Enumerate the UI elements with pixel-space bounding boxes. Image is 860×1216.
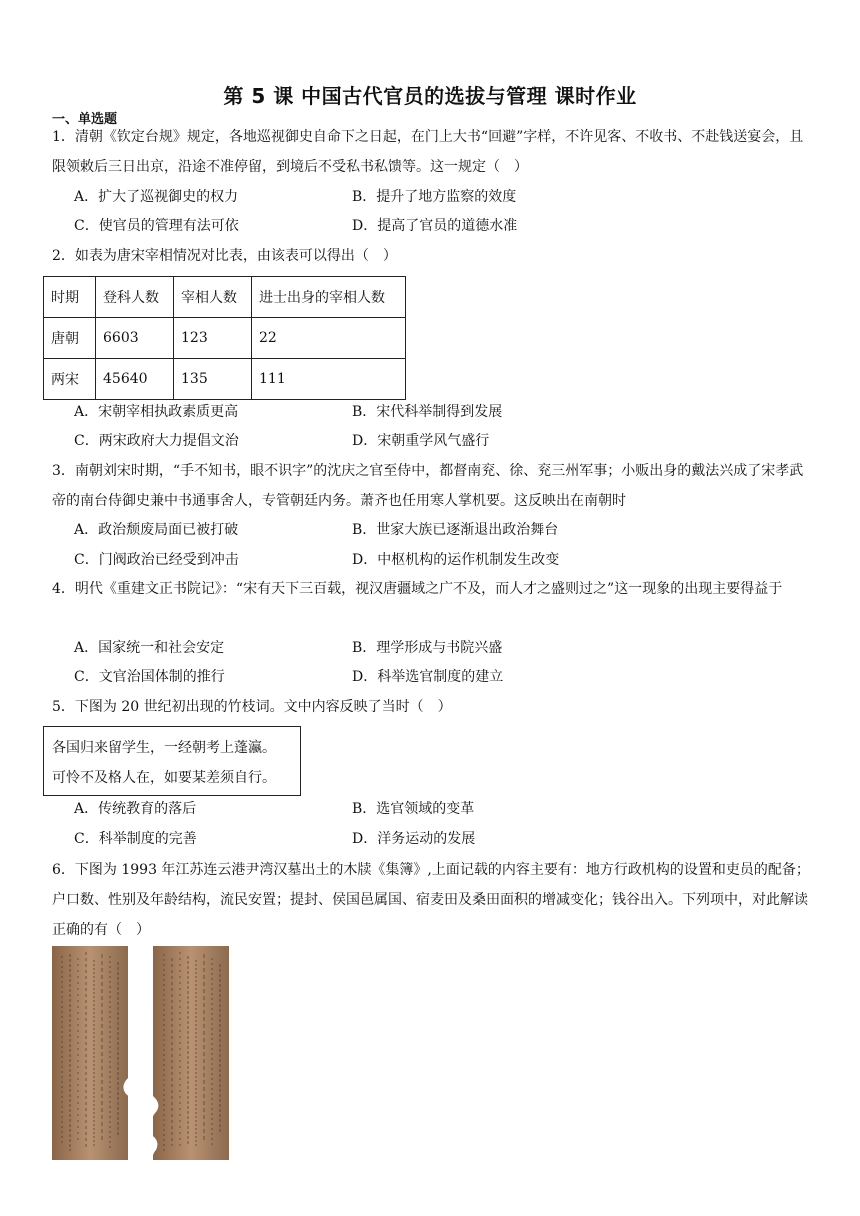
question-1-option-b[interactable]: B．提升了地方监察的效度 (352, 189, 517, 205)
table-cell: 22 (252, 318, 406, 359)
table-cell: 唐朝 (44, 318, 96, 359)
question-2-option-a[interactable]: A．宋朝宰相执政素质更高 (74, 404, 239, 420)
table-header-cell: 进士出身的宰相人数 (252, 277, 406, 318)
question-3-option-d[interactable]: D．中枢机构的运作机制发生改变 (352, 552, 560, 568)
question-5-stem: 5．下图为 20 世纪初出现的竹枝词。文中内容反映了当时（ ） (52, 699, 452, 715)
question-3-option-b[interactable]: B．世家大族已逐渐退出政治舞台 (352, 522, 559, 538)
table-header-cell: 时期 (44, 277, 96, 318)
question-4-option-b[interactable]: B．理学形成与书院兴盛 (352, 640, 503, 656)
question-4-option-a[interactable]: A．国家统一和社会安定 (74, 640, 225, 656)
question-4-option-c[interactable]: C．文官治国体制的推行 (74, 669, 225, 685)
question-2-option-d[interactable]: D．宋朝重学风气盛行 (352, 433, 490, 449)
question-1-option-d[interactable]: D．提高了官员的道德水准 (352, 218, 518, 234)
poem-box (43, 726, 301, 796)
table-header-cell: 登科人数 (96, 277, 174, 318)
page-title: 第 5 课 中国古代官员的选拔与管理 课时作业 (223, 84, 637, 108)
poem-line: 各国归来留学生，一经朝考上蓬瀛。 (52, 740, 276, 756)
question-4-stem: 4．明代《重建文正书院记》：“宋有天下三百载，视汉唐疆域之广不及，而人才之盛则过之”这一现象的出现主要得益于 (52, 581, 783, 597)
table-header-cell: 宰相人数 (174, 277, 252, 318)
table-row (44, 359, 406, 400)
question-2-option-b[interactable]: B．宋代科举制得到发展 (352, 404, 503, 420)
table-cell: 123 (174, 318, 252, 359)
question-4-option-d[interactable]: D．科举选官制度的建立 (352, 669, 504, 685)
question-3-stem: 3．南朝刘宋时期，“手不知书，眼不识字”的沈庆之官至侍中，都督南兖、徐、兖三州军事；小贩出身的戴法兴成了宋孝武帝的南台侍御史兼中书通事舍人，专管朝廷内务。萧齐也任用寒人掌机要。这反映出在南朝时 (52, 463, 804, 509)
table-header-row (44, 277, 406, 318)
wooden-slips-image (52, 946, 232, 1160)
poem-line: 可怜不及格人在，如要某差须自行。 (52, 770, 276, 786)
question-5-option-c[interactable]: C．科举制度的完善 (74, 831, 197, 847)
table-row (44, 318, 406, 359)
table-cell: 135 (174, 359, 252, 400)
question-1-stem: 1．清朝《钦定台规》规定，各地巡视御史自命下之日起，在门上大书“回避”字样，不许见客、不收书、不赴钱送宴会，且限领敕后三日出京，沿途不准停留，到境后不受私书私馈等。这一规定（ ） (52, 129, 804, 175)
question-1-option-a[interactable]: A．扩大了巡视御史的权力 (74, 189, 239, 205)
table-cell: 111 (252, 359, 406, 400)
question-1-option-c[interactable]: C．使官员的管理有法可依 (74, 218, 239, 234)
table-cell: 两宋 (44, 359, 96, 400)
table-cell: 6603 (96, 318, 174, 359)
question-5-option-b[interactable]: B．选官领域的变革 (352, 801, 475, 817)
question-6-stem: 6．下图为 1993 年江苏连云港尹湾汉墓出土的木牍《集簿》,上面记载的内容主要有：地方行政机构的设置和吏员的配备；户口数、性别及年龄结构，流民安置；提封、侯国邑属国、宿麦田及桑田面积的增减变化；钱谷出入。下列项中，对此解读正确的有（ ） (52, 862, 810, 938)
question-3-option-a[interactable]: A．政治颓废局面已被打破 (74, 522, 239, 538)
question-3-option-c[interactable]: C．门阀政治已经受到冲击 (74, 552, 239, 568)
table-cell: 45640 (96, 359, 174, 400)
question-5-option-d[interactable]: D．洋务运动的发展 (352, 831, 476, 847)
question-2-stem: 2．如表为唐宋宰相情况对比表，由该表可以得出（ ） (52, 248, 397, 264)
question-2-option-c[interactable]: C．两宋政府大力提倡文治 (74, 433, 239, 449)
question-5-option-a[interactable]: A．传统教育的落后 (74, 801, 197, 817)
comparison-table (43, 276, 406, 400)
section-heading: 一、单选题 (52, 112, 118, 127)
